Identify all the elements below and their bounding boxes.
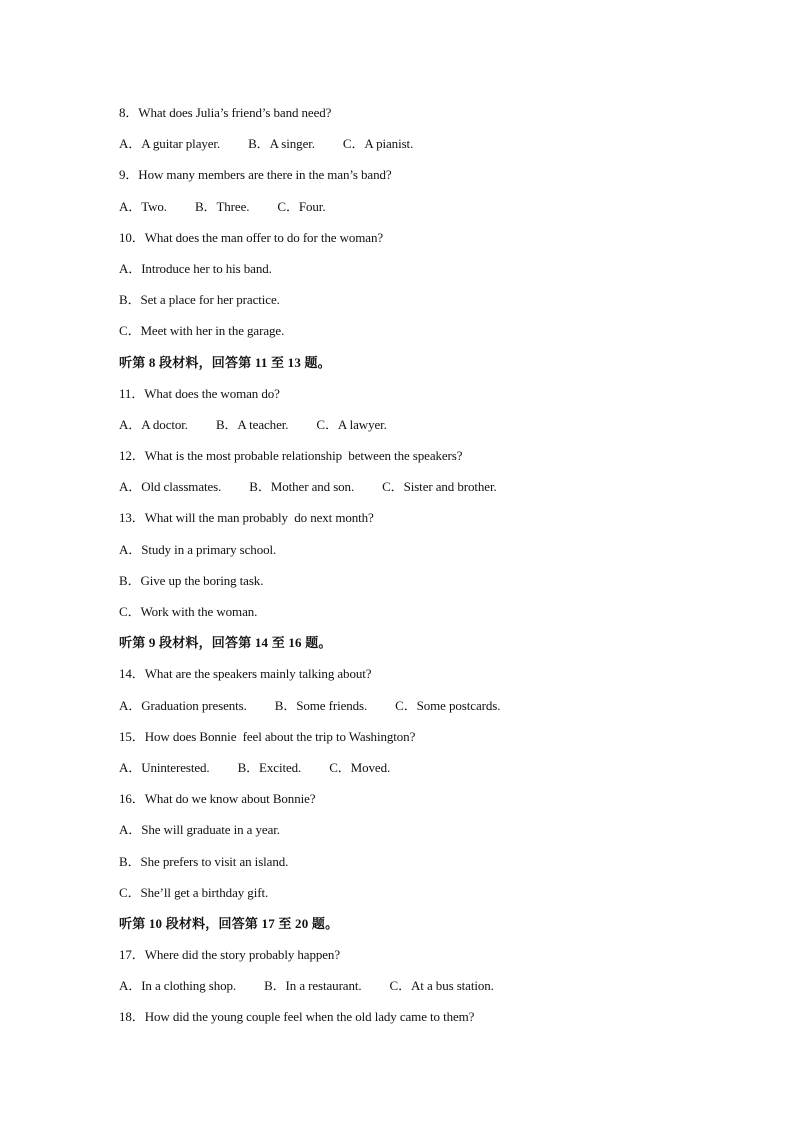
- question-line: A．Introduce her to his band.: [119, 260, 272, 276]
- document-page: [119, 103, 719, 1039]
- answer-options-row: [119, 415, 719, 446]
- question-line: 11．What does the woman do?: [119, 385, 280, 401]
- question-line: A．Study in a primary school.: [119, 541, 277, 557]
- question-line: 14．What are the speakers mainly talking about?: [119, 666, 372, 682]
- question-line: 17．Where did the story probably happen?: [119, 947, 341, 963]
- answer-option: C．Moved.: [329, 759, 391, 775]
- answer-option: B．A teacher.: [215, 416, 289, 432]
- answer-options-row: [119, 696, 719, 727]
- answer-option: A．Graduation presents.: [119, 697, 247, 713]
- question-line: B．Set a place for her practice.: [119, 292, 280, 308]
- answer-option: B．Excited.: [237, 759, 302, 775]
- answer-option: A．A guitar player.: [119, 136, 221, 152]
- answer-options-row: [119, 134, 719, 165]
- answer-option: B．Mother and son.: [249, 479, 355, 495]
- answer-option: A．A doctor.: [119, 416, 188, 432]
- question-line: B．Give up the boring task.: [119, 572, 264, 588]
- question-line: 9．How many members are there in the man’s band?: [119, 167, 392, 183]
- answer-option: C．Sister and brother.: [382, 479, 497, 495]
- answer-options-row: [119, 477, 719, 508]
- question-line: 18．How did the young couple feel when the old lady came to them?: [119, 1009, 475, 1025]
- answer-option: B．A singer.: [248, 136, 315, 152]
- section-heading: 听第 9 段材料，回答第 14 至 16 题。: [119, 635, 332, 651]
- answer-option: B．Three.: [194, 198, 250, 214]
- answer-option: C．A lawyer.: [316, 416, 387, 432]
- answer-option: A．Two.: [119, 198, 167, 214]
- answer-option: B．Some friends.: [274, 697, 368, 713]
- question-line: 16．What do we know about Bonnie?: [119, 791, 316, 807]
- question-line: 10．What does the man offer to do for the woman?: [119, 229, 384, 245]
- question-line: C．Work with the woman.: [119, 604, 258, 619]
- answer-option: C．A pianist.: [342, 136, 414, 152]
- question-line: 13．What will the man probably do next month?: [119, 510, 374, 526]
- answer-option: A．In a clothing shop.: [119, 978, 237, 994]
- question-line: 12．What is the most probable relationship between the speakers?: [119, 448, 463, 464]
- answer-option: A．Uninterested.: [119, 759, 210, 775]
- question-line: C．Meet with her in the garage.: [119, 323, 285, 339]
- question-line: B．She prefers to visit an island.: [119, 853, 289, 869]
- answer-option: A．Old classmates.: [119, 479, 222, 495]
- answer-option: C．Four.: [277, 198, 326, 214]
- answer-options-row: [119, 197, 719, 228]
- question-line: C．She’ll get a birthday gift.: [119, 884, 269, 900]
- answer-option: C．Some postcards.: [395, 697, 501, 713]
- question-line: A．She will graduate in a year.: [119, 822, 280, 838]
- question-line: 8．What does Julia’s friend’s band need?: [119, 105, 332, 120]
- answer-option: B．In a restaurant.: [264, 978, 362, 994]
- answer-options-row: [119, 758, 719, 789]
- section-heading: 听第 8 段材料，回答第 11 至 13 题。: [119, 354, 331, 370]
- answer-options-row: [119, 976, 719, 1007]
- question-line: 15．How does Bonnie feel about the trip to Washington?: [119, 728, 416, 744]
- section-heading: 听第 10 段材料，回答第 17 至 20 题。: [119, 915, 339, 931]
- answer-option: C．At a bus station.: [389, 978, 494, 994]
